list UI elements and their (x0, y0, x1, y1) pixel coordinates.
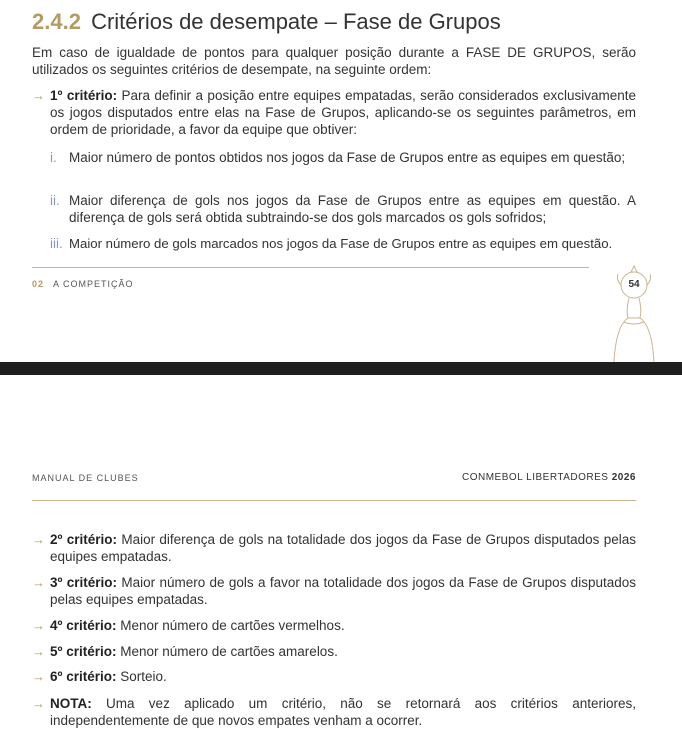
sub-criterion-i (50, 149, 636, 166)
brand-year: 2026 (611, 472, 636, 483)
page-separator (0, 362, 682, 375)
footer-chapter (32, 279, 134, 289)
page-54 (0, 0, 682, 362)
chapter-title: A COMPETIÇÃO (53, 279, 134, 289)
section-title: Critérios de desempate – Fase de Grupos (91, 9, 501, 34)
arrow-right-icon: → (32, 88, 45, 103)
sub-criterion-ii (50, 192, 636, 226)
section-heading (32, 9, 501, 35)
criterion-6 (32, 668, 636, 685)
criterion-text: Menor número de cartões vermelhos. (120, 618, 345, 633)
criterion-text: Menor número de cartões amarelos. (120, 644, 338, 659)
sub-criterion-iii (50, 235, 636, 252)
section-number: 2.4.2 (32, 9, 81, 34)
header-divider (32, 500, 636, 501)
sub-criterion-text: Maior diferença de gols nos jogos da Fase de Grupos entre as equipes em questão. A diferença de gols será obtida subtraindo-se dos gols marcados os gols sofridos; (69, 193, 636, 225)
header-manual-title: MANUAL DE CLUBES (32, 473, 139, 483)
criterion-label: 4º critério: (50, 618, 117, 633)
criterion-text: Sorteio. (120, 669, 167, 684)
trophy-icon (598, 262, 670, 362)
criterion-text: Maior diferença de gols na totalidade dos jogos da Fase de Grupos disputados pelas equipes empatadas. (50, 532, 636, 564)
sub-criterion-text: Maior número de gols marcados nos jogos da Fase de Grupos entre as equipes em questão. (69, 236, 613, 251)
brand-name: CONMEBOL LIBERTADORES (462, 472, 609, 483)
criterion-5 (32, 643, 636, 660)
note (32, 695, 636, 729)
criterion-text: Para definir a posição entre equipes empatadas, serão considerados exclusivamente os jogos disputados entre elas na Fase de Grupos, aplicando-se os seguintes parâmetros, em ordem de prioridade, a favor da equipe que obtiver: (50, 88, 636, 137)
page-number: 54 (628, 279, 640, 290)
criterion-label: 5º critério: (50, 644, 117, 659)
roman-numeral: i. (50, 150, 57, 165)
note-label: NOTA: (50, 696, 92, 711)
criterion-label: 3º critério: (50, 575, 118, 590)
arrow-right-icon: → (32, 669, 45, 684)
arrow-right-icon: → (32, 644, 45, 659)
header-brand (462, 472, 636, 483)
arrow-right-icon: → (32, 575, 45, 590)
criterion-label: 2º critério: (50, 532, 118, 547)
criterion-1 (32, 87, 636, 138)
note-text: Uma vez aplicado um critério, não se retornará aos critérios anteriores, independentemente de que novos empates venham a ocorrer. (50, 696, 636, 728)
arrow-right-icon: → (32, 696, 45, 711)
criterion-label: 1º critério: (50, 88, 118, 103)
sub-criterion-text: Maior número de pontos obtidos nos jogos da Fase de Grupos entre as equipes em questão; (69, 150, 626, 165)
criterion-2 (32, 531, 636, 565)
intro-paragraph: Em caso de igualdade de pontos para qualquer posição durante a FASE DE GRUPOS, serão utilizados os seguintes critérios de desempate, na seguinte ordem: (32, 45, 636, 77)
criterion-4 (32, 617, 636, 634)
criterion-label: 6º critério: (50, 669, 117, 684)
criterion-3 (32, 574, 636, 608)
criterion-text: Maior número de gols a favor na totalidade dos jogos da Fase de Grupos disputados pelas equipes empatadas. (50, 575, 636, 607)
roman-numeral: iii. (50, 236, 63, 251)
page-55 (0, 375, 682, 745)
arrow-right-icon: → (32, 618, 45, 633)
chapter-number: 02 (32, 279, 45, 289)
arrow-right-icon: → (32, 532, 45, 547)
roman-numeral: ii. (50, 193, 60, 208)
footer-divider (32, 267, 589, 268)
